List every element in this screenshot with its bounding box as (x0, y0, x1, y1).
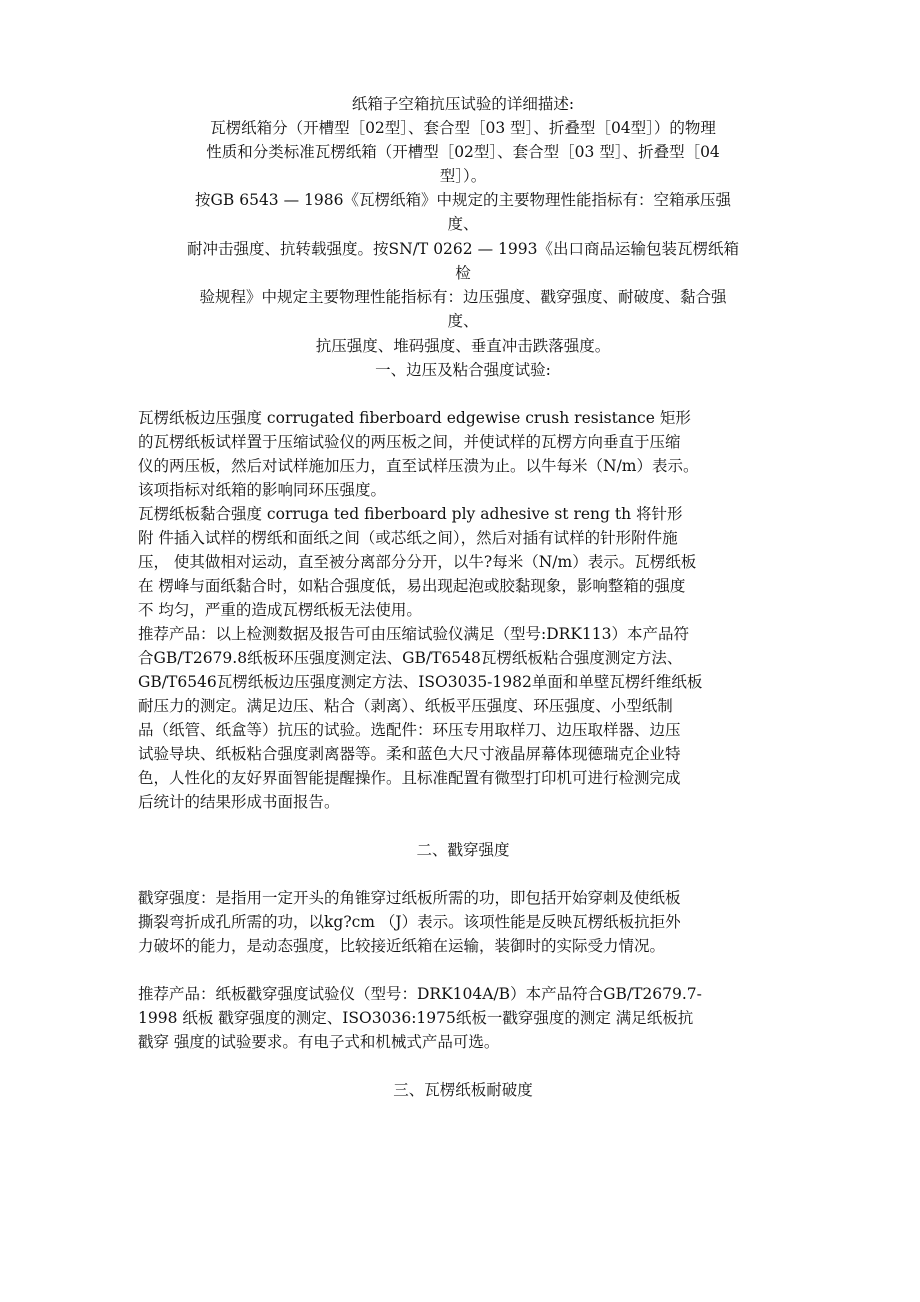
paragraph-line: 戳穿强度：是指用一定开头的角锥穿过纸板所需的功，即包括开始穿刺及使纸板 (138, 889, 681, 907)
paragraph-line: 推荐产品：以上检测数据及报告可由压缩试验仪满足（型号:DRK113）本产品符 (138, 625, 689, 643)
paragraph-line: 耐压力的测定。满足边压、粘合（剥离）、纸板平压强度、环压强度、小型纸制 (138, 697, 673, 715)
intro-line: 验规程》中规定主要物理性能指标有：边压强度、戳穿强度、耐破度、黏合强 (199, 288, 727, 306)
section-heading: 二、戳穿强度 (416, 841, 510, 859)
paragraph-line: 仪的两压板，然后对试样施加压力，直至试样压溃为止。以牛每米（N/m）表示。 (138, 457, 699, 475)
paragraph-line: 品（纸管、纸盒等）抗压的试验。选配件：环压专用取样刀、边压取样器、边压 (138, 721, 681, 739)
paragraph-line: 瓦楞纸板边压强度 corrugated fiberboard edgewise crush resistance 矩形 (138, 409, 691, 427)
intro-line: 型］）。 (439, 167, 487, 185)
paragraph-line: 压， 使其做相对运动，直至被分离部分分开，以牛?每米（N/m）表示。瓦楞纸板 (138, 553, 697, 571)
paragraph-line: 该项指标对纸箱的影响同环压强度。 (138, 481, 387, 499)
paragraph-line: 瓦楞纸板黏合强度 corruga ted fiberboard ply adhesive st reng th 将针形 (138, 505, 683, 523)
intro-line: 抗压强度、堆码强度、垂直冲击跌落强度。 (315, 337, 611, 355)
section-heading: 三、瓦楞纸板耐破度 (393, 1081, 533, 1099)
paragraph-line: 色，人性化的友好界面智能提醒操作。且标准配置有微型打印机可进行检测完成 (138, 769, 681, 787)
paragraph-line: 1998 纸板 戳穿强度的测定、ISO3036:1975纸板一戳穿强度的测定 满足纸板抗 (138, 1009, 694, 1027)
paragraph-line: 的瓦楞纸板试样置于压缩试验仪的两压板之间，并使试样的瓦楞方向垂直于压缩 (138, 433, 681, 451)
paragraph-line: 试验导块、纸板粘合强度剥离器等。柔和蓝色大尺寸液晶屏幕体现德瑞克企业特 (138, 745, 681, 763)
section-heading: 一、边压及粘合强度试验: (375, 361, 551, 379)
document-title: 纸箱子空箱抗压试验的详细描述: (351, 95, 575, 113)
intro-line: 耐冲击强度、抗转载强度。按SN/T 0262 — 1993《出口商品运输包装瓦楞纸箱 (187, 240, 739, 258)
paragraph-line: GB/T6546瓦楞纸板边压强度测定方法、ISO3035-1982单面和单壁瓦楞纤维纸板 (138, 673, 703, 691)
intro-line: 按GB 6543 — 1986《瓦楞纸箱》中规定的主要物理性能指标有：空箱承压强 (195, 191, 731, 209)
paragraph-line: 戳穿 强度的试验要求。有电子式和机械式产品可选。 (138, 1033, 500, 1051)
paragraph-line: 附 件插入试样的楞纸和面纸之间（或芯纸之间），然后对插有试样的针形附件施 (138, 529, 678, 547)
paragraph-line: 后统计的结果形成书面报告。 (138, 793, 340, 811)
intro-line: 瓦楞纸箱分（开槽型［02型］、套合型［03 型］、折叠型［04型］）的物理 (210, 119, 716, 137)
paragraph-line: 在 楞峰与面纸黏合时，如粘合强度低，易出现起泡或胶黏现象，影响整箱的强度 (138, 577, 686, 595)
paragraph-line: 力破坏的能力，是动态强度，比较接近纸箱在运输，装御时的实际受力情况。 (138, 937, 666, 955)
intro-line: 检 (455, 264, 471, 282)
intro-line: 性质和分类标准瓦楞纸箱（开槽型［02型］、套合型［03 型］、折叠型［04 (206, 143, 720, 161)
paragraph-line: 推荐产品：纸板戳穿强度试验仪（型号：DRK104A/B）本产品符合GB/T2679.7- (138, 985, 702, 1003)
paragraph-line: 合GB/T2679.8纸板环压强度测定法、GB/T6548瓦楞纸板粘合强度测定方法、 (138, 649, 683, 667)
paragraph-line: 不 均匀，严重的造成瓦楞纸板无法使用。 (138, 601, 422, 619)
intro-line: 度、 (447, 215, 479, 233)
paragraph-line: 撕裂弯折成孔所需的功，以kg?cm （J）表示。该项性能是反映瓦楞纸板抗拒外 (138, 913, 681, 931)
intro-line: 度、 (447, 312, 479, 330)
